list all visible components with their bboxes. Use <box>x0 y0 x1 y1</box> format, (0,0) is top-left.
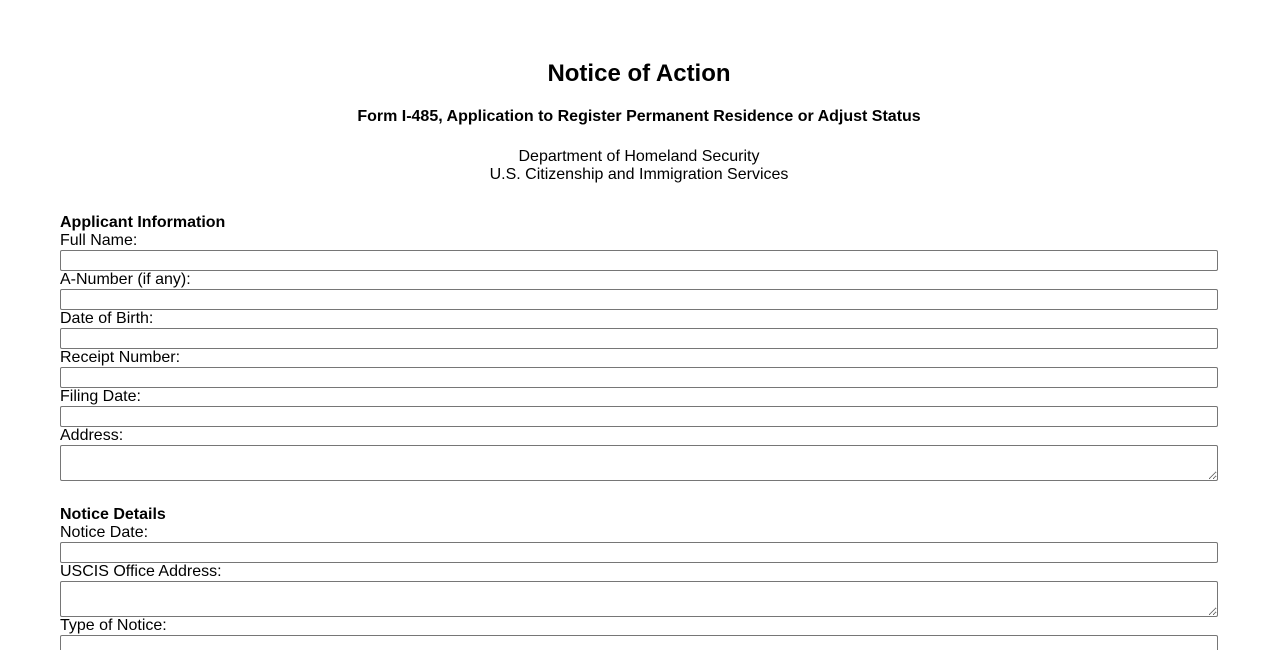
agency-line-dhs: Department of Homeland Security <box>518 148 760 165</box>
receipt-number-label: Receipt Number: <box>60 349 181 366</box>
filing-date-label: Filing Date: <box>60 388 141 405</box>
agency-line-uscis: U.S. Citizenship and Immigration Services <box>489 166 789 183</box>
applicant-information-section <box>60 214 1218 481</box>
full-name-label: Full Name: <box>60 232 138 249</box>
uscis-office-address-label: USCIS Office Address: <box>60 563 222 580</box>
section-heading-applicant: Applicant Information <box>60 214 226 231</box>
receipt-number-input[interactable] <box>60 367 1218 388</box>
notice-date-label: Notice Date: <box>60 524 149 541</box>
date-of-birth-label: Date of Birth: <box>60 310 154 327</box>
page-title: Notice of Action <box>547 60 731 87</box>
full-name-input[interactable] <box>60 250 1218 271</box>
a-number-label: A-Number (if any): <box>60 271 191 288</box>
type-of-notice-input[interactable] <box>60 635 1218 650</box>
notice-date-input[interactable] <box>60 542 1218 563</box>
filing-date-input[interactable] <box>60 406 1218 427</box>
form-title: Form I-485, Application to Register Permanent Residence or Adjust Status <box>357 108 921 125</box>
uscis-office-address-textarea[interactable] <box>60 581 1218 617</box>
a-number-input[interactable] <box>60 289 1218 310</box>
address-label: Address: <box>60 427 124 444</box>
agency-block <box>0 148 1278 184</box>
section-heading-notice: Notice Details <box>60 506 166 523</box>
type-of-notice-label: Type of Notice: <box>60 617 167 634</box>
address-textarea[interactable] <box>60 445 1218 481</box>
date-of-birth-input[interactable] <box>60 328 1218 349</box>
notice-details-section <box>60 506 1218 650</box>
